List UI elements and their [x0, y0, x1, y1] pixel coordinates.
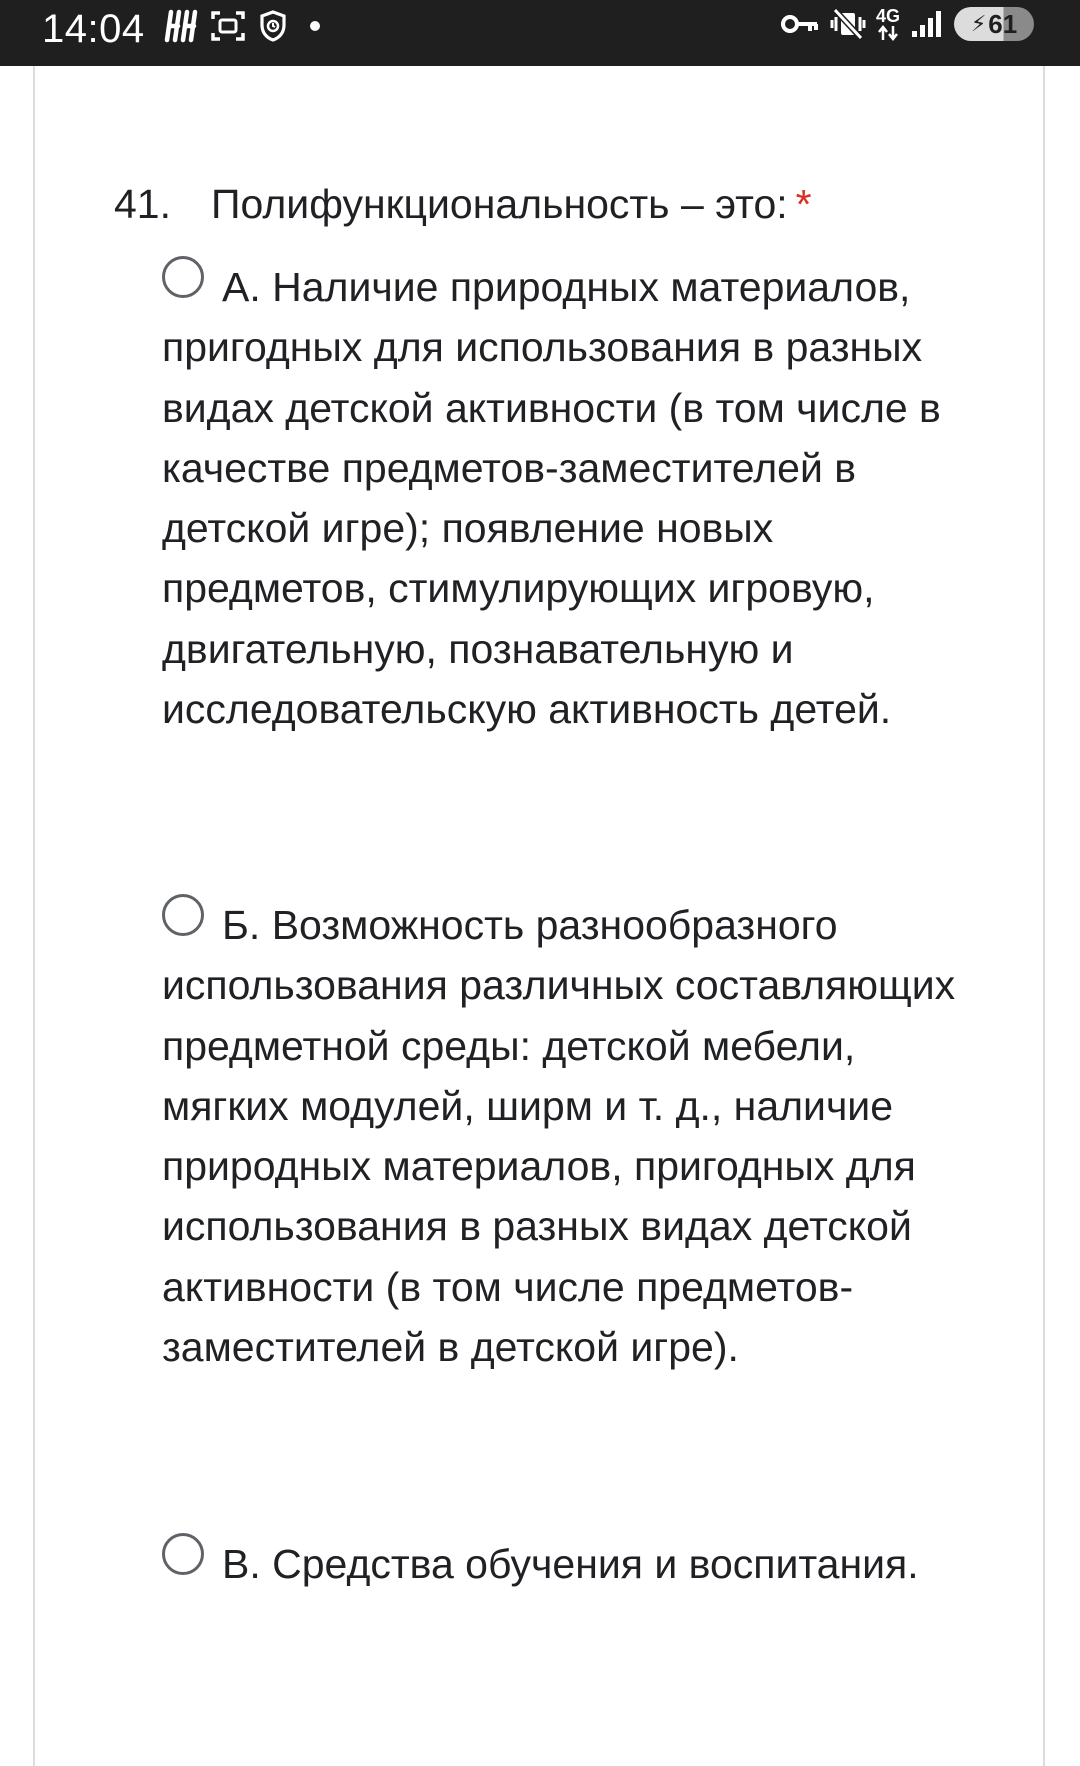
battery-indicator — [954, 7, 1034, 41]
vibrate-mute-icon — [830, 7, 866, 41]
question-title — [114, 178, 812, 230]
charging-bolt-icon: ⚡ — [970, 11, 987, 36]
question-number: 41. — [114, 181, 171, 227]
screenshot-icon — [210, 9, 246, 43]
vpn-key-icon — [780, 9, 820, 39]
radio-button-icon[interactable] — [162, 1533, 204, 1575]
network-4g-icon — [876, 7, 900, 41]
status-left-icons — [164, 4, 320, 48]
hh-logo-icon — [164, 9, 198, 43]
option-label: А. Наличие природных материалов, пригодных для использования в разных видах детской активности (в том числе в качестве предметов-заместителей в детской игре); появление новых предметов, стимулирующих игровую, двигательную, познавательную и исследовательскую активность детей. — [162, 264, 941, 733]
radio-option-b[interactable] — [162, 895, 972, 1377]
question-text: Полифункциональность – это: — [211, 181, 788, 227]
radio-option-c[interactable] — [162, 1534, 972, 1594]
status-right-icons — [780, 2, 1034, 46]
required-marker: * — [795, 181, 812, 227]
status-time: 14:04 — [42, 7, 145, 51]
option-label: В. Средства обучения и воспитания. — [222, 1541, 919, 1587]
option-label: Б. Возможность разнообразного использования различных составляющих предметной среды: детской мебели, мягких модулей, ширм и т. д., наличие природных материалов, пригодных для использования в разных видах детской активности (в том числе предметов-заместителей в детской игре). — [162, 902, 956, 1371]
radio-button-icon[interactable] — [162, 256, 204, 298]
status-bar — [0, 0, 1080, 66]
radio-option-a[interactable] — [162, 257, 972, 739]
signal-icon — [910, 7, 944, 41]
network-label: 4G — [876, 6, 901, 26]
notification-dot-icon — [310, 21, 320, 31]
shield-icon — [258, 9, 288, 43]
battery-level: 61 — [988, 8, 1018, 39]
radio-button-icon[interactable] — [162, 894, 204, 936]
